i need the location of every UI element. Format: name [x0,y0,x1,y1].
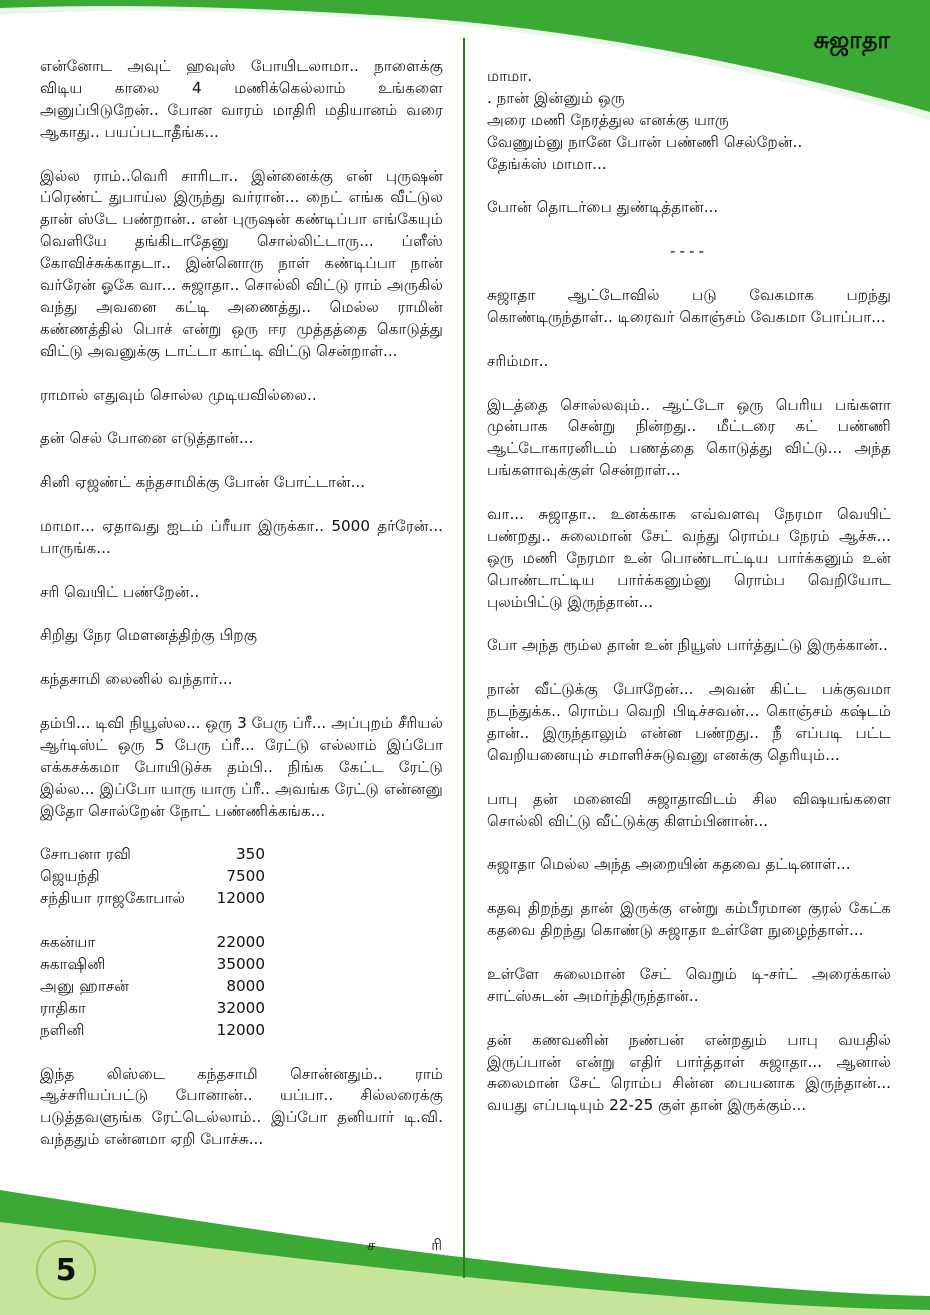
table-row [40,866,265,888]
paragraph: சரிம்மா.. [487,351,549,370]
paragraph: வா... சுஜாதா.. உனக்காக எவ்வளவு நேரமா வெயிட் பண்றது.. சுலைமான் சேட் வந்து ரொம்ப நேரம் ஆச்சு... ஒரு மணி நேரமா உன் பொண்டாட்டிய பார்க்கனும் உன் பொண்டாட்டிய பார்க்கனும்னு ரொம்ப வெறியோட புலம்பிட்டு இருந்தான்... [487,505,891,611]
rate-amount: 12000 [216,1020,265,1039]
paragraph: சுஜாதா மெல்ல அந்த அறையின் கதவை தட்டினாள்... [487,855,851,874]
table-row [40,954,265,976]
column-divider [463,38,465,1278]
section-separator: ---- [670,242,708,261]
rate-amount: 22000 [216,933,265,952]
rate-amount: 35000 [216,954,265,973]
paragraph: போன் தொடர்பை துண்டித்தான்... [487,198,719,217]
paragraph: தன் கணவனின் நண்பன் என்றதும் பாபு வயதில் இருப்பான் என்று எதிர் பார்த்தாள் சுஜாதா... ஆனால் சுலைமான் சேட் ரொம்ப சின்ன பையனாக இருந்தான்... வயது எப்படியும் 22-25 குள் தான் இருக்கும்... [487,1030,891,1115]
paragraph: தன் செல் போனை எடுத்தான்... [40,429,254,448]
rate-amount: 350 [236,845,265,864]
rate-amount: 32000 [216,998,265,1017]
table-row [40,888,265,910]
left-column [40,56,443,1173]
paragraph: சரி வெயிட் பண்றேன்.. [40,582,200,601]
table-row [40,1020,265,1042]
dialogue-line: வேணும்னு நானே போன் பண்ணி செல்றேன்.. [487,132,803,151]
paragraph: ராமால் எதுவும் சொல்ல முடியவில்லை.. [40,385,317,404]
paragraph: போ அந்த ரூம்ல தான் உன் நியூஸ் பார்த்துட்டு இருக்கான்.. [487,636,888,655]
rate-name: சோபனா ரவி [40,845,132,864]
rate-name: சுகாஷினி [40,954,106,973]
paragraph: இல்ல ராம்..வெரி சாரிடா.. இன்னைக்கு என் புருஷன் ப்ரெண்ட் துபாய்ல இருந்து வர்ரான்... நைட் எங்க வீட்டுல தான் ஸ்டே பண்றான்.. என் புருஷன் கண்டிப்பா எங்கேயும் வெளியே தங்கிடாதேனு சொல்லிட்டாரு... ப்ளீஸ் கோவிச்சுக்காதடா.. இன்னொரு நாள் கண்டிப்பா நான் வர்ரேன் ஓகே வா... சுஜாதா.. சொல்லி விட்டு ராம் அருகில் வந்து அவனை கட்டி அணைத்து.. மெல்ல ராமின் கண்ணத்தில் பொச் என்று ஒரு ஈர முத்தத்தை கொடுத்து விட்டு அவனுக்கு டாட்டா காட்டி விட்டு சென்றாள்... [40,166,443,360]
table-row [40,844,265,866]
paragraph: இந்த லிஸ்டை கந்தசாமி சொன்னதும்.. ராம் ஆச்சரியப்பட்டு போனான்.. யப்பா.. சில்லரைக்கு படுத்தவளுங்க ரேட்டெல்லாம்.. இப்போ தனியார் டி.வி. வந்ததும் என்னமா ஏறி போச்சு... [40,1064,443,1149]
paragraph: சிறிது நேர மௌனத்திற்கு பிறகு [40,626,258,645]
table-row [40,932,265,954]
table-row [40,976,265,998]
paragraph: கந்தசாமி லைனில் வந்தார்... [40,670,233,689]
paragraph: என்னோட அவுட் ஹவுஸ் போயிடலாமா.. நாளைக்கு விடிய காலை 4 மணிக்கெல்லாம் உங்களை அனுப்பிடுறேன்.. போன வாரம் மாதிரி மதியானம் வரை ஆகாது.. பயப்படாதீங்க... [40,57,443,141]
paragraph: மாமா... ஏதாவது ஐடம் ப்ரீயா இருக்கா.. 5000 தர்ரேன்... பாருங்க... [40,516,443,557]
paragraph: தம்பி... டிவி நியூஸ்ல... ஒரு 3 பேரு ப்ரீ... அப்புறம் சீரியல் ஆர்டிஸ்ட் ஒரு 5 பேரு ப்ரீ... ரேட்டு எல்லாம் இப்போ எக்கசக்கமா போயிடுச்சு தம்பி.. நிங்க கேட்ட ரேட்டு இல்ல... இப்போ யாரு யாரு ப்ரீ.. அவங்க ரேட்டு என்னனு இதோ சொல்றேன் நோட் பண்ணிக்கங்க... [40,714,443,820]
paragraph: சினி ஏஜண்ட் கந்தசாமிக்கு போன் போட்டான்... [40,473,366,492]
rate-name: சுகன்யா [40,933,96,952]
paragraph: நான் வீட்டுக்கு போறேன்... அவன் கிட்ட பக்குவமா நடந்துக்க.. ரொம்ப வெறி பிடிச்சவன்... கொஞ்சம் கஷ்டம் தான்.. இருந்தாலும் என்ன பண்றது.. நீ எப்படி பட்ட வெறியனையும் சமாளிச்சுடுவனு எனக்கு தெரியும்... [487,680,891,764]
dialogue-line: அரை மணி நேரத்துல எனக்கு யாரு [487,110,729,129]
dialogue-line: தேங்க்ஸ் மாமா... [487,154,607,173]
rate-name: ஜெயந்தி [40,867,100,886]
page-number: 5 [36,1240,96,1300]
right-column [487,66,891,1139]
rate-name: நளினி [40,1020,85,1039]
continued-mark [367,1236,442,1256]
rate-list-1 [40,844,265,910]
dialogue-block [487,66,891,176]
paragraph: கதவு திறந்து தான் இருக்கு என்று கம்பீரமான குரல் கேட்க கதவை திறந்து கொண்டு சுஜாதா உள்ளே நுழைந்தாள்... [487,899,891,940]
rate-name: அனு ஹாசன் [40,976,130,995]
rate-amount: 7500 [226,867,265,886]
paragraph: உள்ளே சுலைமான் சேட் வெறும் டி-சர்ட் அரைக்கால் சாட்ஸ்சுடன் அமர்ந்திருந்தான்.. [487,964,891,1005]
dialogue-line: . நான் இன்னும் ஒரு [487,88,625,107]
paragraph: சுஜாதா ஆட்டோவில் படு வேகமாக பறந்து கொண்டிருந்தாள்.. டிரைவர் கொஞ்சம் வேகமா போப்பா... [487,286,891,326]
continued-mark-b: ரி [431,1236,442,1254]
header-title: சுஜாதா [813,26,890,54]
rate-amount: 12000 [216,889,265,908]
rate-name: சந்தியா ராஜகோபால் [40,889,186,908]
rate-amount: 8000 [226,976,265,995]
table-row [40,998,265,1020]
paragraph: பாபு தன் மனைவி சுஜாதாவிடம் சில விஷயங்களை சொல்லி விட்டு வீட்டுக்கு கிளம்பினான்... [487,789,891,830]
paragraph: இடத்தை சொல்லவும்.. ஆட்டோ ஒரு பெரிய பங்களா முன்பாக சென்று நின்றது.. மீட்டரை கட் பண்ணி ஆட்டோகாரனிடம் பணத்தை கொடுத்து விட்டு... அந்த பங்களாவுக்குள் சென்றாள்... [487,395,891,480]
rate-list-2 [40,932,265,1042]
dialogue-line: மாமா. [487,67,533,85]
continued-mark-a: ச [367,1236,376,1254]
rate-name: ராதிகா [40,998,86,1017]
